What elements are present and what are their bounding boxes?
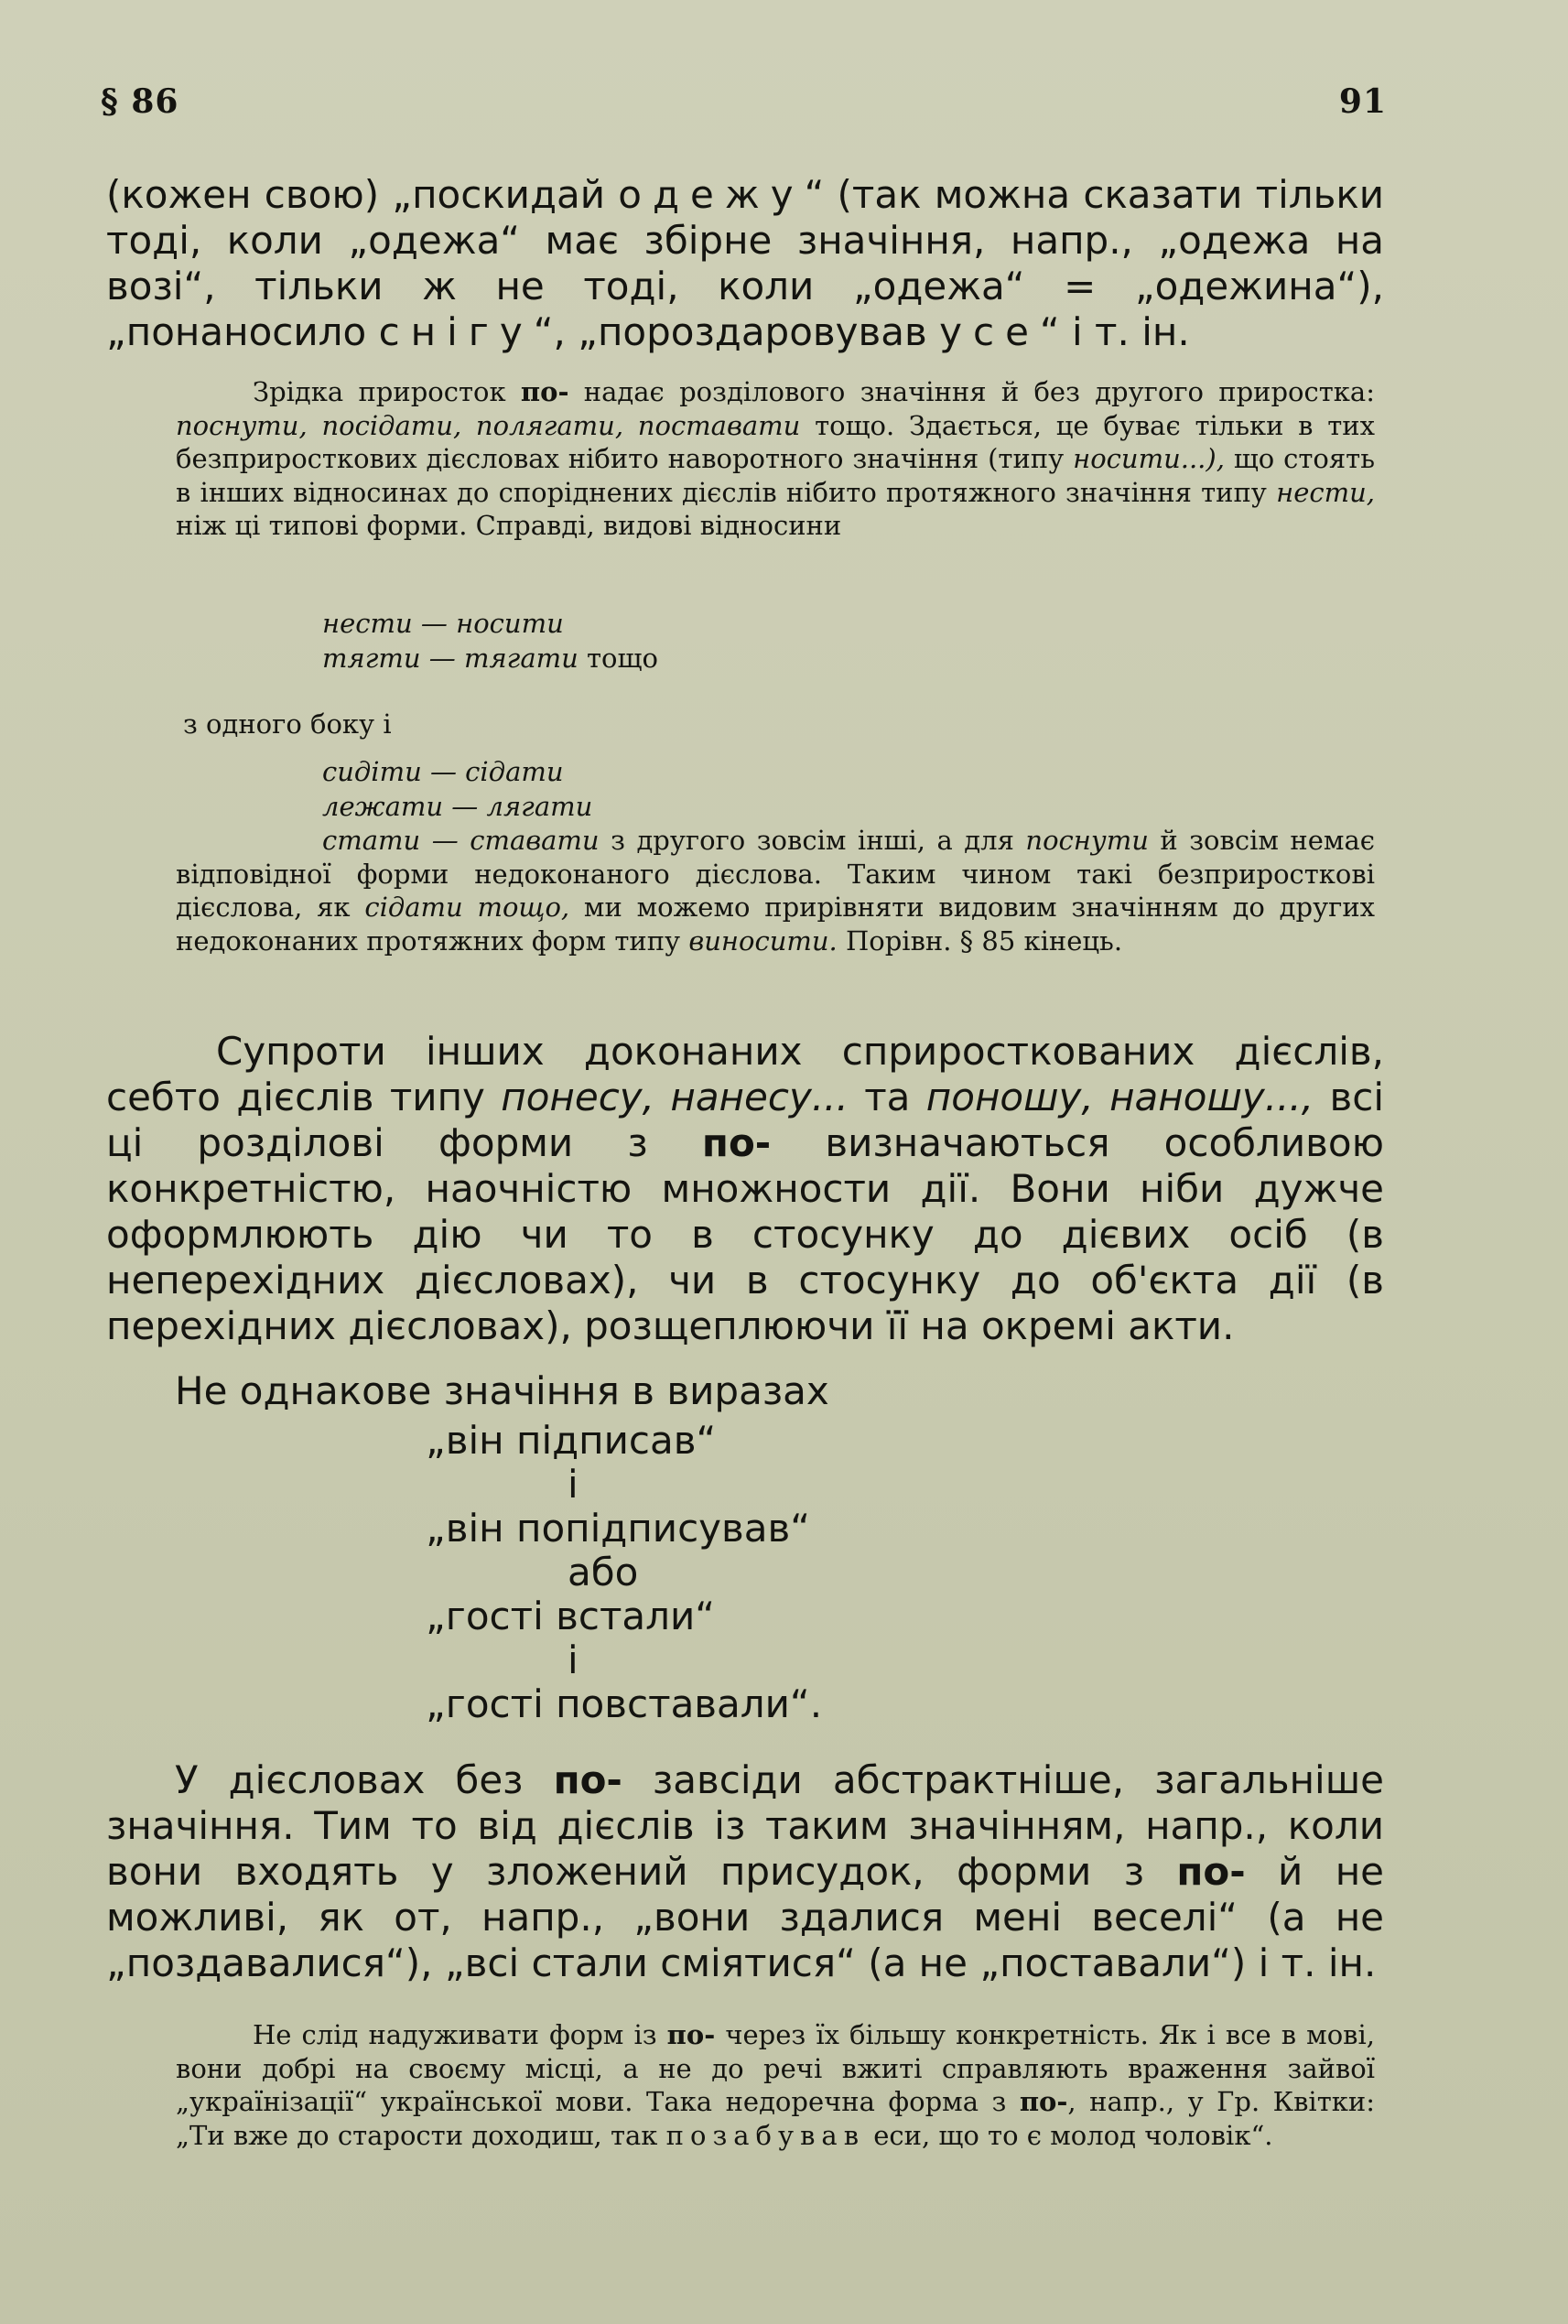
side-label: з одного боку і bbox=[183, 708, 392, 740]
paragraph-3: Не однакове значіння в виразах bbox=[175, 1368, 829, 1413]
page-number: 91 bbox=[1338, 82, 1387, 121]
verb-pairs-1: нести — носити тягти — тягати тощо bbox=[322, 608, 658, 674]
note-1: Зрідка приросток по- надає розділового значіння й без другого приростка: поснути, посідати, полягати, поставати тощо. Здається, це буває тільки в тих безприросткових дієсловах нібито наворотного значіння (типу носити...), що стоять в інших відносинах до споріднених дієслів нібито протяжного значіння типу нести, ніж ці типові форми. Справді, видові відносини bbox=[176, 376, 1376, 541]
examples-block: „він підписав“ і „він попідписував“ або „гості встали“ і „гості повставали“. bbox=[426, 1418, 823, 1726]
paragraph-2: Супроти інших доконаних сприросткованих дієслів, себто дієслів типу понесу, нанесу... та поношу, наношу..., всі ці розділові форми з по- визначаються особливою конкретністю, наочністю множности дії. Вони ніби дужче оформлюють дію чи то в стосунку до дієвих осіб (в неперехідних дієсловах), чи в стосунку до об'єкта дії (в перехідних дієсловах), розщеплюючи її на окремі акти. bbox=[106, 1029, 1385, 1348]
verb-pairs-2: сидіти — сідати лежати — лягати bbox=[322, 756, 593, 822]
note-1-continuation: стати — ставати з другого зовсім інші, а для поснути й зовсім немає відповідної форми недоконаного дієслова. Таким чином такі безприросткові дієслова, як сідати тощо, ми можемо прирівняти видовим значінням до других недоконаних протяжних форм типу виносити. Порівн. § 85 кінець. bbox=[176, 825, 1376, 957]
paragraph-1: (кожен свою) „поскидай одежу“ (так можна сказати тільки тоді, коли „одежа“ має збірне значіння, напр., „одежа на возі“, тільки ж не тоді, коли „одежа“ = „одежина“), „понаносило снігу“, „пороздаровував усе“ і т. ін. bbox=[106, 172, 1384, 354]
section-number: § 86 bbox=[101, 82, 179, 121]
note-2: Не слід надуживати форм із по- через їх більшу конкретність. Як і все в мові, вони добрі на своєму місці, а не до речі вжиті справляють враження зайвої „українізації“ української мови. Така недоречна форма з по-, напр., у Гр. Квітки: „Ти вже до старости доходиш, так позабував еси, що то є молод чоловік“. bbox=[176, 2019, 1376, 2151]
paragraph-4: У дієсловах без по- завсіди абстрактніше, загальніше значіння. Тим то від дієслів із таким значінням, напр., коли вони входять у зложений присудок, форми з по- й не можливі, як от, напр., „вони здалися мені веселі“ (а не „поздавалися“), „всі стали сміятися“ (а не „поставали“) і т. ін. bbox=[106, 1757, 1385, 1985]
